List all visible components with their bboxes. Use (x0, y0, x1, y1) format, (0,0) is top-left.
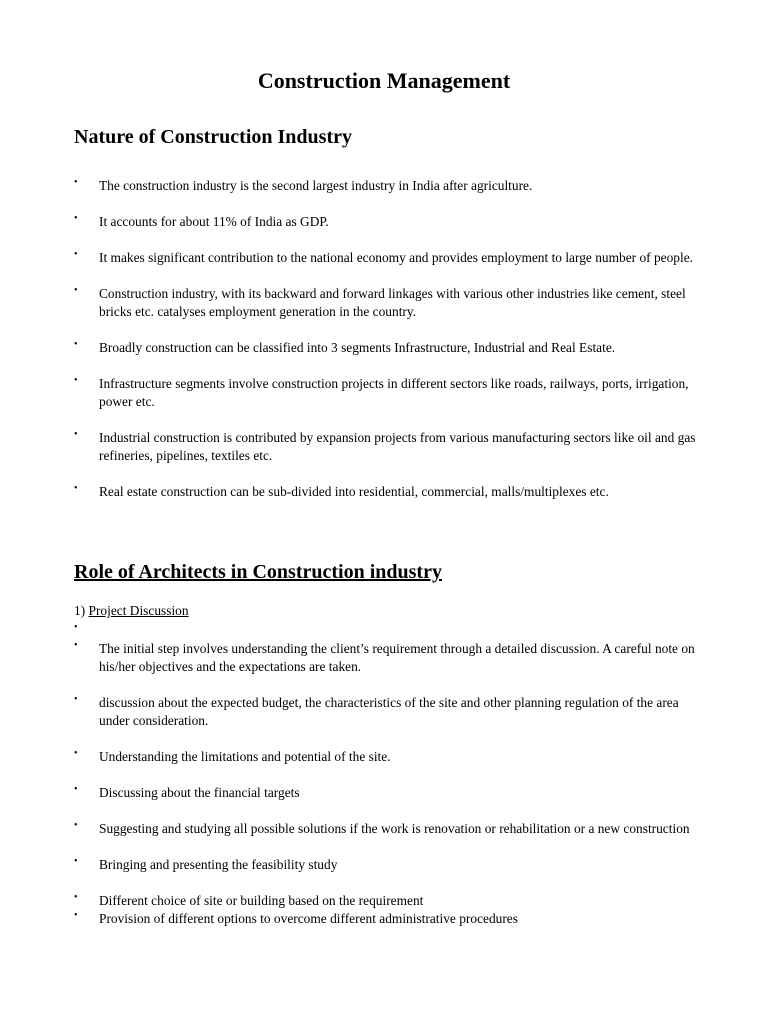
subsection-number: 1) (74, 603, 89, 618)
list-item: • Broadly construction can be classified into 3 segments Infrastructure, Industrial and Real Estate. (74, 339, 704, 357)
list-item: • Real estate construction can be sub-divided into residential, commercial, malls/multiplexes etc. (74, 483, 704, 501)
list-item (74, 622, 704, 640)
list-item: • Industrial construction is contributed by expansion projects from various manufacturing sectors like oil and gas refineries, pipelines, textiles etc. (74, 429, 704, 465)
section-heading-architects: Role of Architects in Construction industry (74, 561, 442, 583)
list-item: • Bringing and presenting the feasibility study (74, 856, 704, 874)
list-item: • The construction industry is the second largest industry in India after agriculture. (74, 177, 704, 195)
list-item: • Understanding the limitations and potential of the site. (74, 748, 704, 766)
bullet-icon: • (74, 694, 78, 705)
architects-bullet-list (74, 622, 704, 928)
bullet-icon: • (74, 856, 78, 867)
list-item: • Infrastructure segments involve construction projects in different sectors like roads, railways, ports, irrigation, power etc. (74, 375, 704, 411)
bullet-icon: • (74, 213, 78, 224)
list-item: • Discussing about the financial targets (74, 784, 704, 802)
bullet-icon: • (74, 820, 78, 831)
bullet-icon: • (74, 177, 78, 188)
list-item: • It accounts for about 11% of India as GDP. (74, 213, 704, 231)
section-heading-nature: Nature of Construction Industry (74, 126, 352, 148)
bullet-icon: • (74, 784, 78, 795)
bullet-icon: • (74, 339, 78, 350)
list-item: • Provision of different options to overcome different administrative procedures (74, 910, 704, 928)
bullet-icon: • (74, 483, 78, 494)
subsection-heading (74, 603, 189, 619)
bullet-icon: • (74, 640, 78, 651)
bullet-icon: • (74, 285, 78, 296)
bullet-icon: • (74, 910, 78, 921)
subsection-title: Project Discussion (88, 603, 189, 618)
list-item: • It makes significant contribution to the national economy and provides employment to large number of people. (74, 249, 704, 267)
bullet-icon: • (74, 892, 78, 903)
bullet-icon: • (74, 622, 78, 633)
bullet-icon: • (74, 748, 78, 759)
list-item: • Different choice of site or building based on the requirement (74, 892, 704, 910)
list-item: • discussion about the expected budget, the characteristics of the site and other planning regulation of the area under consideration. (74, 694, 704, 730)
bullet-icon: • (74, 375, 78, 386)
bullet-icon: • (74, 429, 78, 440)
list-item: • Construction industry, with its backward and forward linkages with various other industries like cement, steel bricks etc. catalyses employment generation in the country. (74, 285, 704, 321)
bullet-icon: • (74, 249, 78, 260)
nature-bullet-list (74, 177, 704, 519)
list-item: • Suggesting and studying all possible solutions if the work is renovation or rehabilitation or a new construction (74, 820, 704, 838)
list-item: • The initial step involves understanding the client’s requirement through a detailed discussion. A careful note on his/her objectives and the expectations are taken. (74, 640, 704, 676)
document-title: Construction Management (257, 68, 511, 93)
